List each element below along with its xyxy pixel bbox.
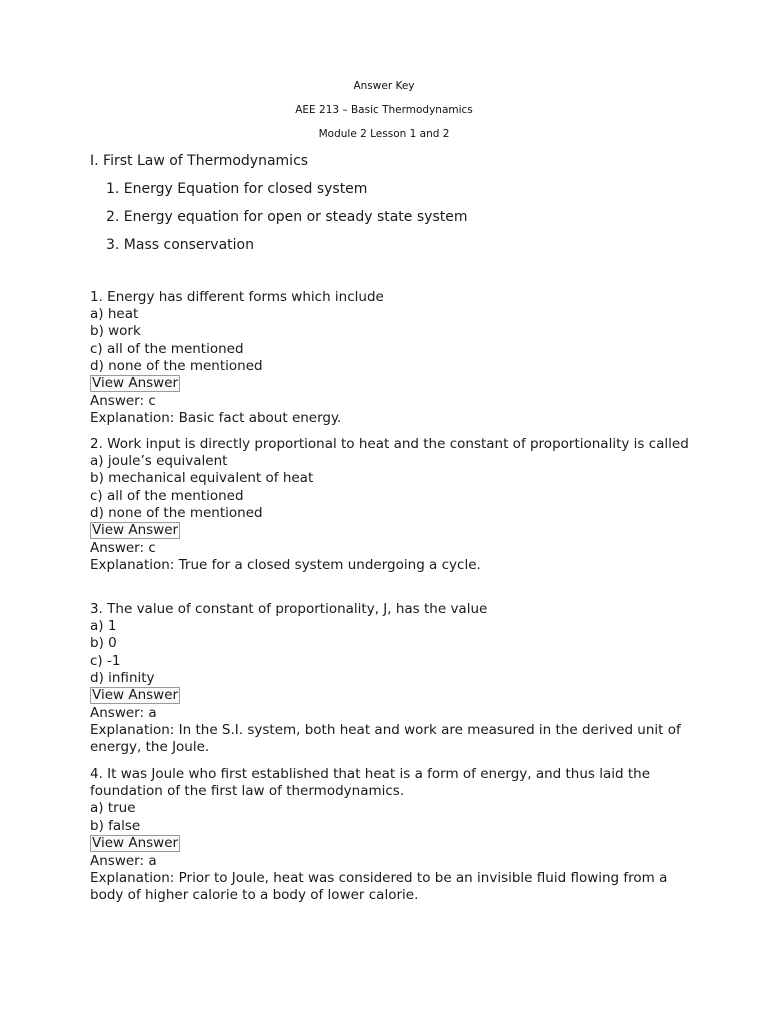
question-block-2	[90, 436, 690, 574]
option: c) -1	[90, 652, 121, 669]
option: b) mechanical equivalent of heat	[90, 470, 314, 487]
question-text: 1. Energy has different forms which include	[90, 289, 384, 305]
answer-text: Answer: a	[90, 705, 157, 722]
question-text: 4. It was Joule who first established that heat is a form of energy, and thus laid the foundation of the first law of thermodynamics.	[90, 766, 651, 800]
view-answer-button[interactable]: View Answer	[92, 687, 179, 704]
module-title: Module 2 Lesson 1 and 2	[318, 128, 450, 140]
question-text: 3. The value of constant of proportionality, J, has the value	[90, 601, 488, 617]
explanation-text: Explanation: True for a closed system undergoing a cycle.	[90, 557, 481, 574]
option: c) all of the mentioned	[90, 340, 244, 357]
answer-text: Answer: c	[90, 393, 156, 410]
option: a) heat	[90, 306, 139, 323]
section-heading: I. First Law of Thermodynamics	[90, 153, 309, 169]
answer-text: Answer: c	[90, 540, 156, 557]
question-block-3	[90, 601, 690, 757]
question-block-1	[90, 289, 690, 427]
option: a) true	[90, 800, 136, 817]
explanation-text: Explanation: Basic fact about energy.	[90, 410, 342, 427]
question-text: 2. Work input is directly proportional to heat and the constant of proportionality is called	[90, 436, 689, 452]
option: c) all of the mentioned	[90, 487, 244, 504]
option: a) 1	[90, 618, 117, 635]
option: d) none of the mentioned	[90, 504, 263, 521]
explanation-text: Explanation: In the S.I. system, both heat and work are measured in the derived unit of energy, the Joule.	[90, 722, 681, 756]
course-title: AEE 213 – Basic Thermodynamics	[295, 104, 473, 116]
question-block-4	[90, 766, 690, 904]
option: d) none of the mentioned	[90, 357, 263, 374]
view-answer-button[interactable]: View Answer	[92, 834, 179, 851]
view-answer-button[interactable]: View Answer	[92, 522, 179, 539]
option: b) false	[90, 817, 141, 834]
option: d) infinity	[90, 669, 155, 686]
section-item: 2. Energy equation for open or steady state system	[106, 209, 468, 225]
option: a) joule’s equivalent	[90, 453, 228, 470]
explanation-text: Explanation: Prior to Joule, heat was considered to be an invisible fluid flowing from a body of higher calorie to a body of lower calorie.	[90, 870, 668, 904]
option: b) 0	[90, 635, 117, 652]
answer-text: Answer: a	[90, 852, 157, 869]
option: b) work	[90, 323, 141, 340]
section-item: 3. Mass conservation	[106, 237, 254, 253]
view-answer-button[interactable]: View Answer	[92, 375, 179, 392]
section-item: 1. Energy Equation for closed system	[106, 181, 368, 197]
answer-key-title: Answer Key	[353, 80, 415, 92]
